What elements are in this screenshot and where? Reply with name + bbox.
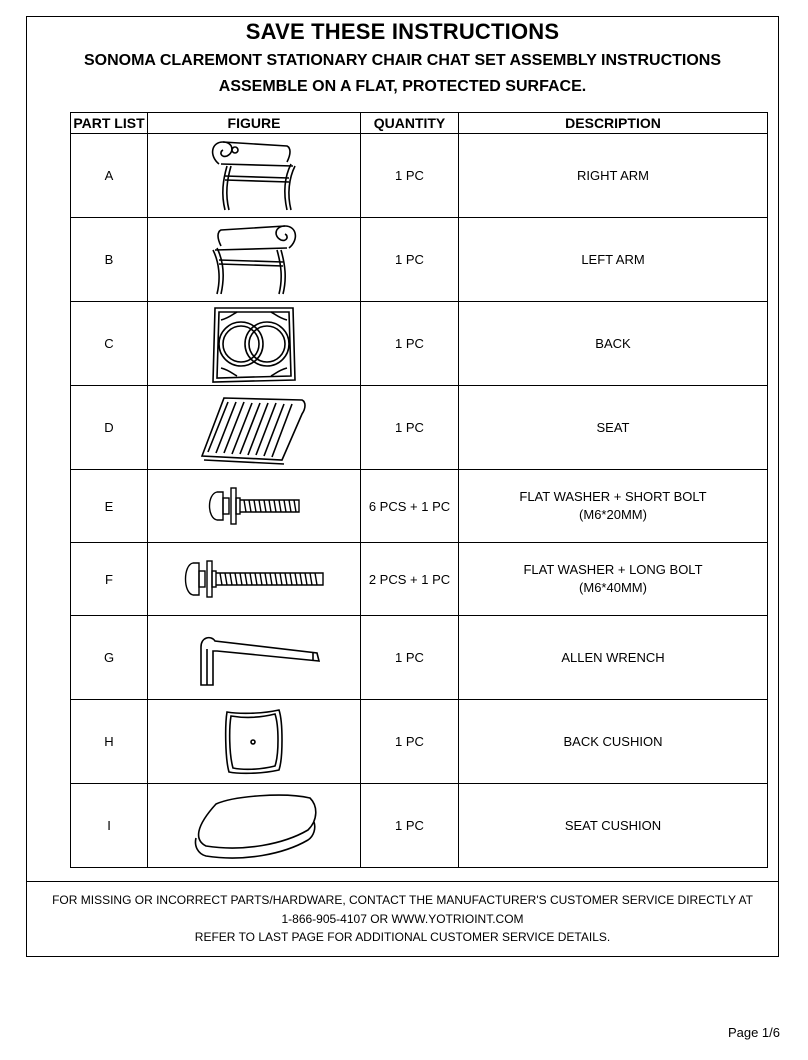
header-figure: FIGURE [148,113,361,134]
part-description: ALLEN WRENCH [459,616,768,700]
part-letter: B [71,218,148,302]
long-bolt-figure [179,549,329,609]
part-quantity: 1 PC [361,218,459,302]
table-row [71,386,768,470]
table-row [71,218,768,302]
header-quantity: QUANTITY [361,113,459,134]
part-letter: D [71,386,148,470]
part-description: SEAT CUSHION [459,784,768,868]
footer-contact-text: FOR MISSING OR INCORRECT PARTS/HARDWARE, CONTACT THE MANUFACTURER'S CUSTOMER SERVICE DIRECTLY AT [52,893,753,907]
part-quantity: 1 PC [361,386,459,470]
part-description: FLAT WASHER + LONG BOLT [523,562,703,577]
part-quantity: 1 PC [361,616,459,700]
part-size: (M6*40MM) [579,580,647,595]
document-subtitle: SONOMA CLAREMONT STATIONARY CHAIR CHAT SET ASSEMBLY INSTRUCTIONS [83,52,722,69]
header-part-list: PART LIST [71,113,148,134]
table-row [71,543,768,616]
assembly-note: ASSEMBLE ON A FLAT, PROTECTED SURFACE. [218,78,587,95]
part-letter: A [71,134,148,218]
seat-cushion-figure [184,786,324,866]
table-row [71,470,768,543]
right-arm-figure [199,136,309,216]
part-letter: G [71,616,148,700]
part-quantity: 2 PCS + 1 PC [361,543,459,616]
allen-wrench-figure [179,623,329,693]
part-quantity: 1 PC [361,784,459,868]
part-letter: C [71,302,148,386]
header-description: DESCRIPTION [459,113,768,134]
back-figure [199,304,309,384]
left-arm-figure [199,220,309,300]
part-description: BACK [459,302,768,386]
table-row [71,784,768,868]
part-letter: H [71,700,148,784]
part-quantity: 1 PC [361,302,459,386]
part-quantity: 1 PC [361,700,459,784]
footer-contact-info: 1-866-905-4107 OR WWW.YOTRIOINT.COM [281,912,524,926]
parts-table [70,112,768,868]
page-title: SAVE THESE INSTRUCTIONS [245,19,560,44]
instruction-frame [26,16,779,957]
part-description: BACK CUSHION [459,700,768,784]
seat-figure [194,388,314,468]
table-row [71,134,768,218]
page-number: Page 1/6 [727,1025,780,1040]
part-description: LEFT ARM [459,218,768,302]
table-row [71,302,768,386]
part-quantity: 6 PCS + 1 PC [361,470,459,543]
part-description: FLAT WASHER + SHORT BOLT [519,489,707,504]
part-description: SEAT [459,386,768,470]
part-size: (M6*20MM) [579,507,647,522]
part-letter: I [71,784,148,868]
back-cushion-figure [199,702,309,782]
part-letter: E [71,470,148,543]
table-header-row [71,113,768,134]
part-letter: F [71,543,148,616]
table-row [71,616,768,700]
table-row [71,700,768,784]
footer-reference: REFER TO LAST PAGE FOR ADDITIONAL CUSTOMER SERVICE DETAILS. [194,930,611,944]
footer-divider [27,881,778,882]
part-description: RIGHT ARM [459,134,768,218]
short-bolt-figure [199,476,309,536]
part-quantity: 1 PC [361,134,459,218]
